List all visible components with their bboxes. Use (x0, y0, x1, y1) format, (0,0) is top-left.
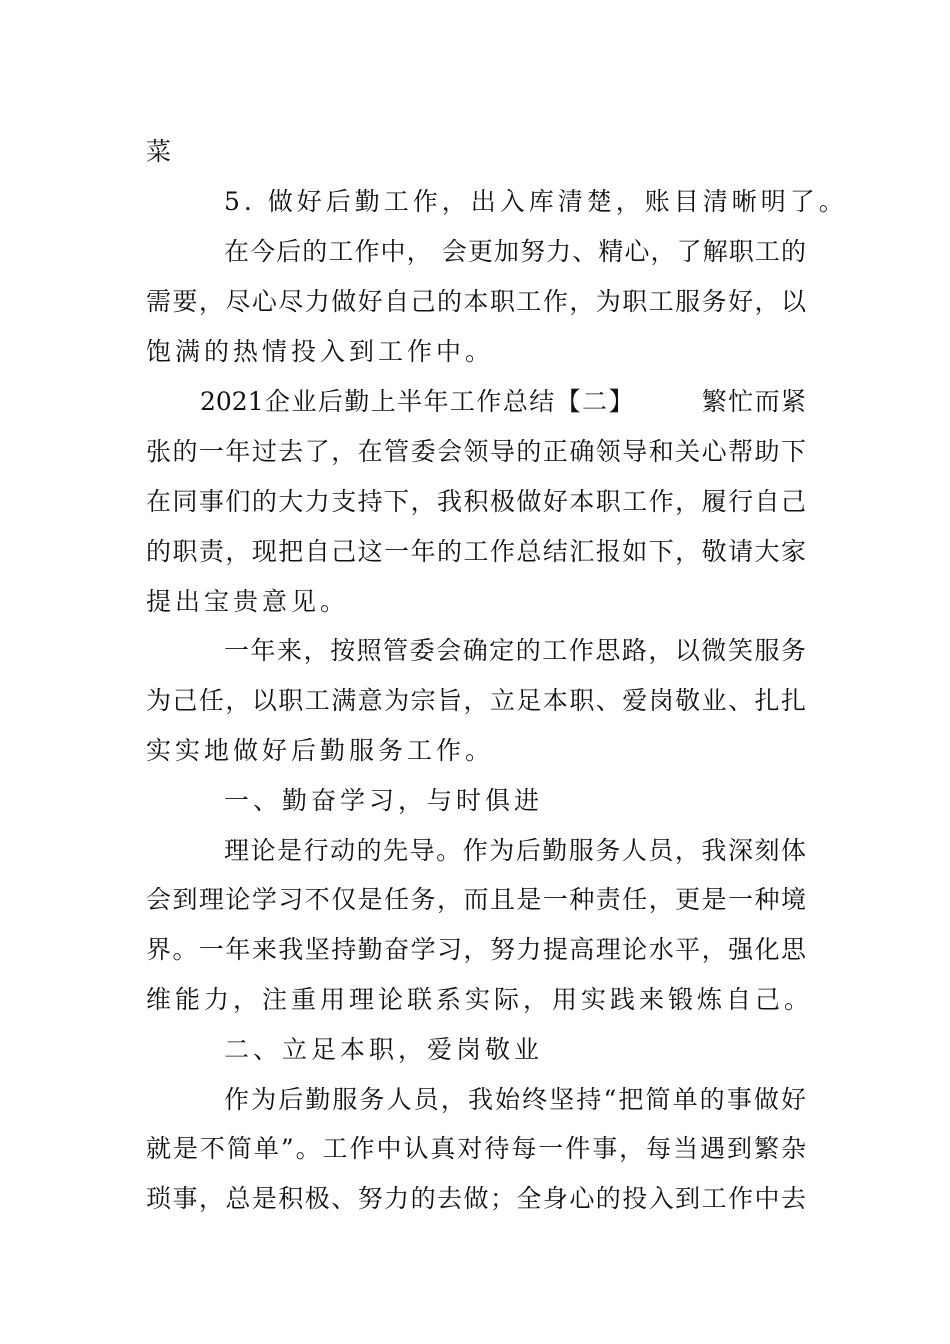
text-line: 在同事们的大力支持下，我积极做好本职工作，履行自己 (146, 487, 806, 516)
subheading-line: 二、立足本职，爱岗敬业 (224, 1035, 544, 1064)
text-line: 理论是行动的先导。作为后勤服务人员，我深刻体 (224, 836, 806, 865)
text-line: 界。一年来我坚持勤奋学习，努力提高理论水平，强化思 (146, 935, 806, 964)
text-line: 就是不简单”。工作中认真对待每一件事，每当遇到繁杂 (146, 1134, 806, 1163)
text-line: 为己任，以职工满意为宗旨，立足本职、爱岗敬业、扎扎 (146, 686, 806, 715)
text-line: 提出宝贵意见。 (146, 587, 350, 616)
text-line: 菜 (146, 137, 176, 166)
text-line: 5. 做好后勤工作，出入库清楚，账目清晰明了。 (224, 187, 848, 216)
text-line: 维能力，注重用理论联系实际，用实践来锻炼自己。 (146, 985, 814, 1014)
text-line: 实实地做好后勤服务工作。 (146, 736, 495, 765)
text-line: 作为后勤服务人员，我始终坚持“把简单的事做好 (224, 1085, 806, 1114)
subheading-line: 一、勤奋学习，与时俱进 (224, 786, 544, 815)
text-line: 需要，尽心尽力做好自己的本职工作，为职工服务好，以 (146, 287, 806, 316)
text-line: 的职责，现把自己这一年的工作总结汇报如下，敬请大家 (146, 537, 806, 566)
text-line: 在今后的工作中， 会更加努力、精心，了解职工的 (224, 237, 806, 266)
text-line: 饱满的热情投入到工作中。 (146, 337, 495, 366)
text-line: 琐事，总是积极、努力的去做；全身心的投入到工作中去 (146, 1184, 806, 1213)
text-line: 张的一年过去了，在管委会领导的正确领导和关心帮助下 (146, 437, 806, 466)
section-heading-line: 2021企业后勤上半年工作总结【二】 繁忙而紧 (200, 387, 806, 416)
text-line: 会到理论学习不仅是任务，而且是一种责任，更是一种境 (146, 885, 806, 914)
text-line: 一年来，按照管委会确定的工作思路，以微笑服务 (224, 636, 806, 665)
